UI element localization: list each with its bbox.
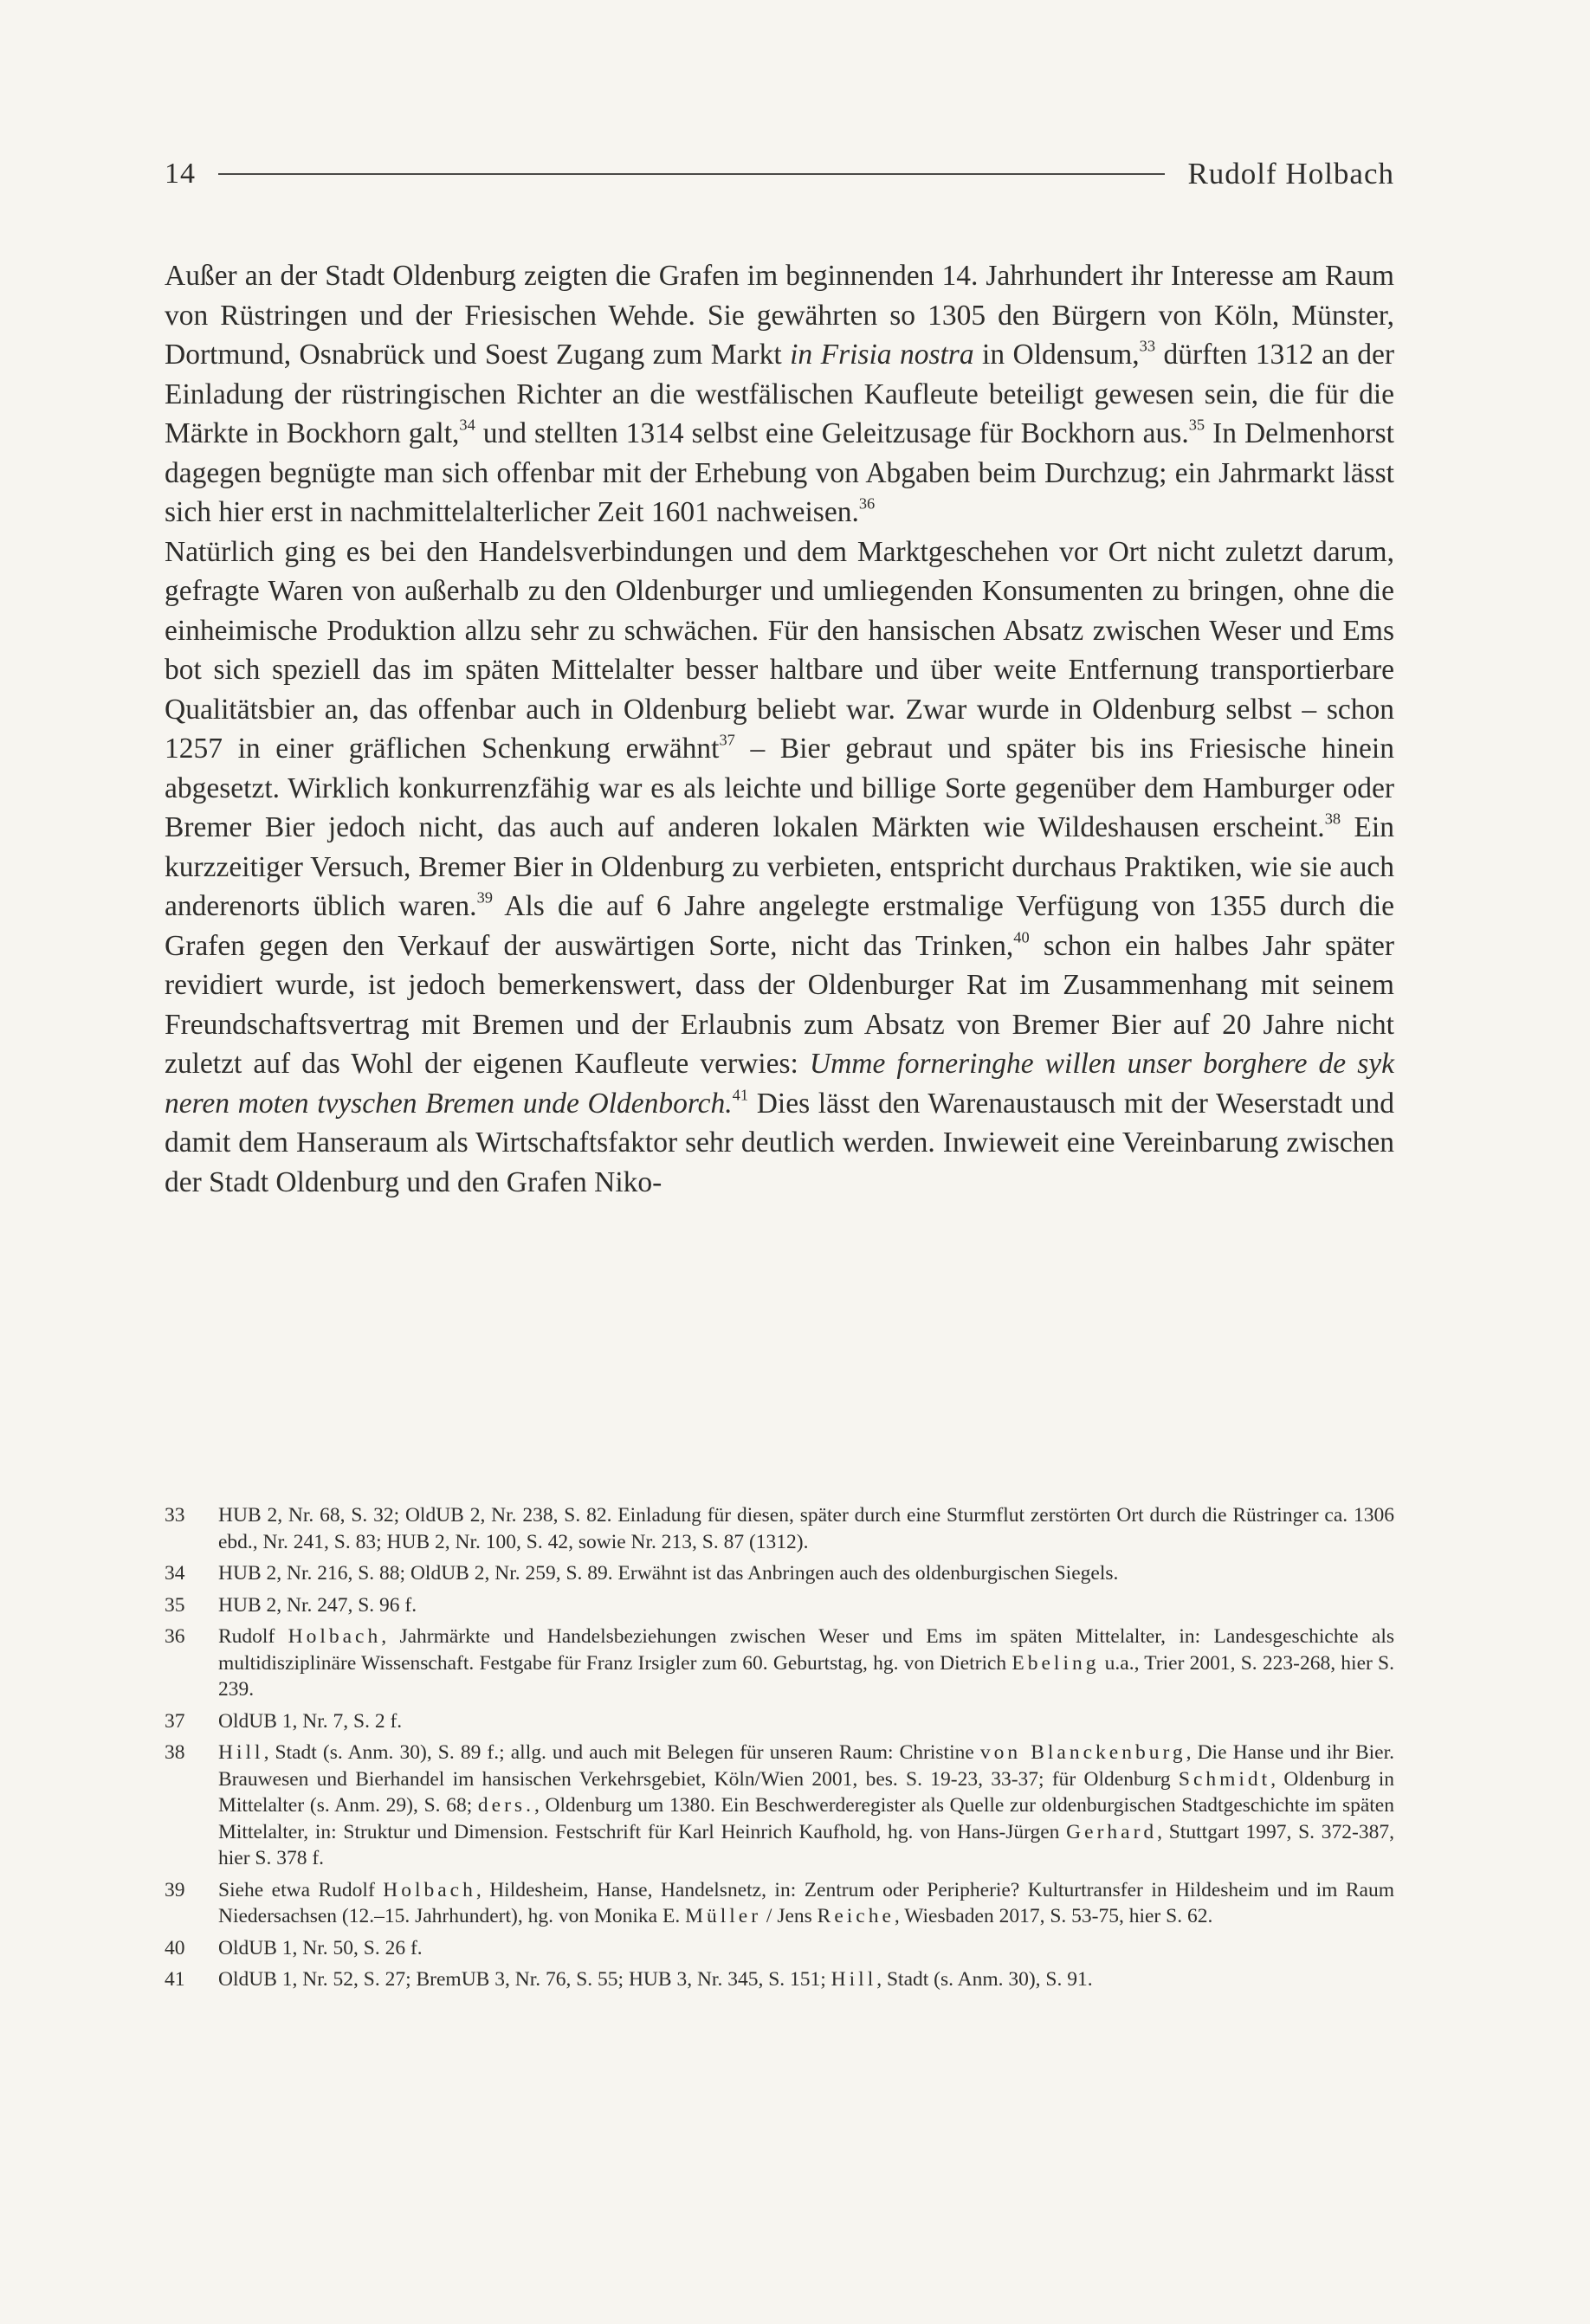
author-name: Reiche xyxy=(817,1905,895,1927)
text-run: dürften 1312 an der Einladung der rüstringischen Richter an die westfälischen Kaufleute beteiligt gewesen sein, die für die Märkte in Bockhorn galt, xyxy=(165,339,1394,449)
footnote-ref-34[interactable]: 34 xyxy=(459,416,475,434)
text-run: Dies lässt den Warenaustausch mit der Weserstadt und damit dem Hanseraum als Wirtschaftsfaktor sehr deutlich werden. Inwieweit eine Vereinbarung zwischen der Stadt Oldenburg und den Grafen Niko- xyxy=(165,1087,1394,1198)
footnote-38 xyxy=(165,1740,1394,1872)
footnote-number: 41 xyxy=(165,1968,185,1991)
text-run: , Jahrmärkte und Handelsbeziehungen zwischen Weser und Ems im späten Mittelalter, in: Landesgeschichte als multidisziplinäre Wissenschaft. Festgabe für Franz Irsigler zum 60. Geburtstag, hg. von Dietrich xyxy=(218,1625,1394,1675)
footnote-ref-39[interactable]: 39 xyxy=(476,888,493,907)
author-name: Gerhard xyxy=(1066,1820,1158,1843)
text-run: , Stadt (s. Anm. 30), S. 91. xyxy=(876,1968,1093,1991)
text-run: Als die auf 6 Jahre angelegte erstmalige Verfügung von 1355 durch die Grafen gegen den Verkauf der auswärtigen Sorte, nicht das Trinken, xyxy=(165,890,1394,962)
footnote-text: OldUB 1, Nr. 50, S. 26 f. xyxy=(218,1936,423,1959)
text-run: , Stadt (s. Anm. 30), S. 89 f.; allg. und auch mit Belegen für unseren Raum: Christine xyxy=(263,1741,980,1764)
footnote-ref-40[interactable]: 40 xyxy=(1013,927,1030,946)
footnotes xyxy=(165,1502,1394,1998)
text-run: , Wiesbaden 2017, S. 53-75, hier S. 62. xyxy=(894,1905,1213,1927)
text-run: , Oldenburg in Mittelalter (s. Anm. 29), S. 68; xyxy=(218,1767,1394,1817)
footnote-41 xyxy=(165,1966,1394,1993)
italic-quote: Umme forneringhe willen unser borghere de syk neren moten tvyschen Bremen unde Oldenborch. xyxy=(165,1048,1394,1120)
text-run: , Stuttgart 1997, S. 372-387, hier S. 378 f. xyxy=(218,1820,1394,1869)
text-run: Siehe etwa Rudolf xyxy=(218,1878,384,1901)
footnote-text: HUB 2, Nr. 68, S. 32; OldUB 2, Nr. 238, S. 82. Einladung für diesen, später durch eine Sturmflut zerstörten Ort durch die Rüstringer ca. 1306 ebd., Nr. 241, S. 83; HUB 2, Nr. 100, S. 42, sowie Nr. 213, S. 87 (1312). xyxy=(218,1504,1394,1553)
author-name: Schmidt xyxy=(1178,1767,1271,1791)
text-run: – Bier gebraut und später bis ins Friesische hinein abgesetzt. Wirklich konkurrenzfähig war es als leichte und billige Sorte gegenüber dem Hamburger oder Bremer Bier jedoch nicht, das auch auf anderen lokalen Märkten wie Wildeshausen erscheint. xyxy=(165,733,1394,843)
text-run: / Jens xyxy=(761,1905,818,1927)
running-header xyxy=(165,152,1394,196)
footnote-34 xyxy=(165,1560,1394,1587)
author-name: von Blanckenburg xyxy=(979,1741,1186,1764)
footnote-number: 38 xyxy=(165,1741,185,1764)
footnote-text: HUB 2, Nr. 216, S. 88; OldUB 2, Nr. 259, S. 89. Erwähnt ist das Anbringen auch des oldenburgischen Siegels. xyxy=(218,1562,1119,1585)
author-name: Hill xyxy=(831,1968,877,1991)
text-run: Rudolf xyxy=(218,1625,288,1648)
text-run: u.a., Trier 2001, S. 223-268, hier S. 239. xyxy=(218,1651,1394,1701)
footnote-ref-38[interactable]: 38 xyxy=(1324,810,1341,828)
italic-quote: in Frisia nostra xyxy=(790,339,974,371)
footnote-ref-41[interactable]: 41 xyxy=(732,1085,749,1103)
footnote-ref-33[interactable]: 33 xyxy=(1139,337,1156,355)
text-run: Natürlich ging es bei den Handelsverbindungen und dem Marktgeschehen vor Ort nicht zuletzt darum, gefragte Waren von außerhalb zu den Oldenburger und umliegenden Konsumenten zu bringen, ohne die einheimische Produktion allzu sehr zu schwächen. Für den hansischen Absatz zwischen Weser und Ems bot sich speziell das im späten Mittelalter besser haltbare und über weite Entfernung transportierbare Qualitätsbier an, das offenbar auch in Oldenburg beliebt war. Zwar wurde in Oldenburg selbst – schon 1257 in einer gräflichen Schenkung erwähnt xyxy=(165,535,1394,765)
text-run: , Oldenburg um 1380. Ein Beschwerderegister als Quelle zur oldenburgischen Stadtgeschichte im späten Mittelalter, in: Struktur und Dimension. Festschrift für Karl Heinrich Kaufhold, hg. von Hans-Jürgen xyxy=(218,1794,1394,1843)
page-number: 14 xyxy=(165,158,196,190)
footnote-ref-36[interactable]: 36 xyxy=(858,494,876,513)
footnote-number: 37 xyxy=(165,1709,185,1733)
paragraph-1 xyxy=(165,256,1394,533)
footnote-text xyxy=(218,1877,1394,1930)
footnote-text: OldUB 1, Nr. 7, S. 2 f. xyxy=(218,1709,403,1733)
author-name: ders. xyxy=(477,1794,534,1817)
running-head-author: Rudolf Holbach xyxy=(1187,157,1394,190)
text-run: OldUB 1, Nr. 52, S. 27; BremUB 3, Nr. 76, S. 55; HUB 3, Nr. 345, S. 151; xyxy=(218,1968,831,1991)
text-run: In Delmenhorst dagegen begnügte man sich offenbar mit der Erhebung von Abgaben beim Durchzug; ein Jahrmarkt lässt sich hier erst in nachmittelalterlicher Zeit 1601 nachweisen. xyxy=(165,417,1394,528)
author-name: Müller xyxy=(685,1905,762,1927)
footnote-number: 39 xyxy=(165,1878,185,1901)
main-text xyxy=(165,256,1394,1202)
text-run: Ein kurzzeitiger Versuch, Bremer Bier in Oldenburg zu verbieten, entspricht durchaus Praktiken, wie sie auch anderenorts üblich waren. xyxy=(165,811,1394,922)
footnote-text xyxy=(218,1624,1394,1703)
footnote-number: 40 xyxy=(165,1936,185,1959)
footnote-number: 33 xyxy=(165,1504,185,1527)
text-run: Außer an der Stadt Oldenburg zeigten die Grafen im beginnenden 14. Jahrhundert ihr Interesse am Raum von Rüstringen und der Friesischen Wehde. Sie gewährten so 1305 den Bürgern von Köln, Münster, Dortmund, Osnabrück und Soest Zugang zum Markt xyxy=(165,260,1394,371)
footnote-35 xyxy=(165,1592,1394,1619)
footnote-37 xyxy=(165,1708,1394,1735)
author-name: Holbach xyxy=(383,1878,476,1901)
header-rule xyxy=(218,173,1165,175)
text-run: und stellten 1314 selbst eine Geleitzusage für Bockhorn aus. xyxy=(475,417,1189,449)
footnote-number: 36 xyxy=(165,1625,185,1648)
text-run: , Die Hanse und ihr Bier. Brauwesen und Bierhandel im hansischen Verkehrsgebiet, Köln/Wien 2001, bes. S. 19-23, 33-37; für Oldenburg xyxy=(218,1741,1394,1791)
footnote-number: 35 xyxy=(165,1593,185,1617)
footnote-text xyxy=(218,1740,1394,1872)
footnote-number: 34 xyxy=(165,1562,185,1585)
text-run: schon ein halbes Jahr später revidiert wurde, ist jedoch bemerkenswert, dass der Oldenburger Rat im Zusammenhang mit seinem Freundschaftsvertrag mit Bremen und der Erlaubnis zum Absatz von Bremer Bier auf 20 Jahre nicht zuletzt auf das Wohl der eigenen Kaufleute verwies: xyxy=(165,929,1394,1080)
footnote-ref-35[interactable]: 35 xyxy=(1188,416,1205,434)
paragraph-2 xyxy=(165,533,1394,1203)
author-name: Holbach xyxy=(288,1625,382,1648)
footnote-36 xyxy=(165,1624,1394,1703)
footnote-39 xyxy=(165,1877,1394,1930)
footnote-33 xyxy=(165,1502,1394,1555)
footnote-40 xyxy=(165,1935,1394,1962)
footnote-text: HUB 2, Nr. 247, S. 96 f. xyxy=(218,1593,417,1617)
footnote-text xyxy=(218,1966,1394,1993)
author-name: Ebeling xyxy=(1012,1651,1100,1675)
text-run: , Hildesheim, Hanse, Handelsnetz, in: Zentrum oder Peripherie? Kulturtransfer in Hildesheim und im Raum Niedersachsen (12.–15. Jahrhundert), hg. von Monika E. xyxy=(218,1878,1394,1927)
author-name: Hill xyxy=(218,1741,264,1764)
footnote-ref-37[interactable]: 37 xyxy=(719,731,735,749)
text-run: in Oldensum, xyxy=(973,339,1140,371)
